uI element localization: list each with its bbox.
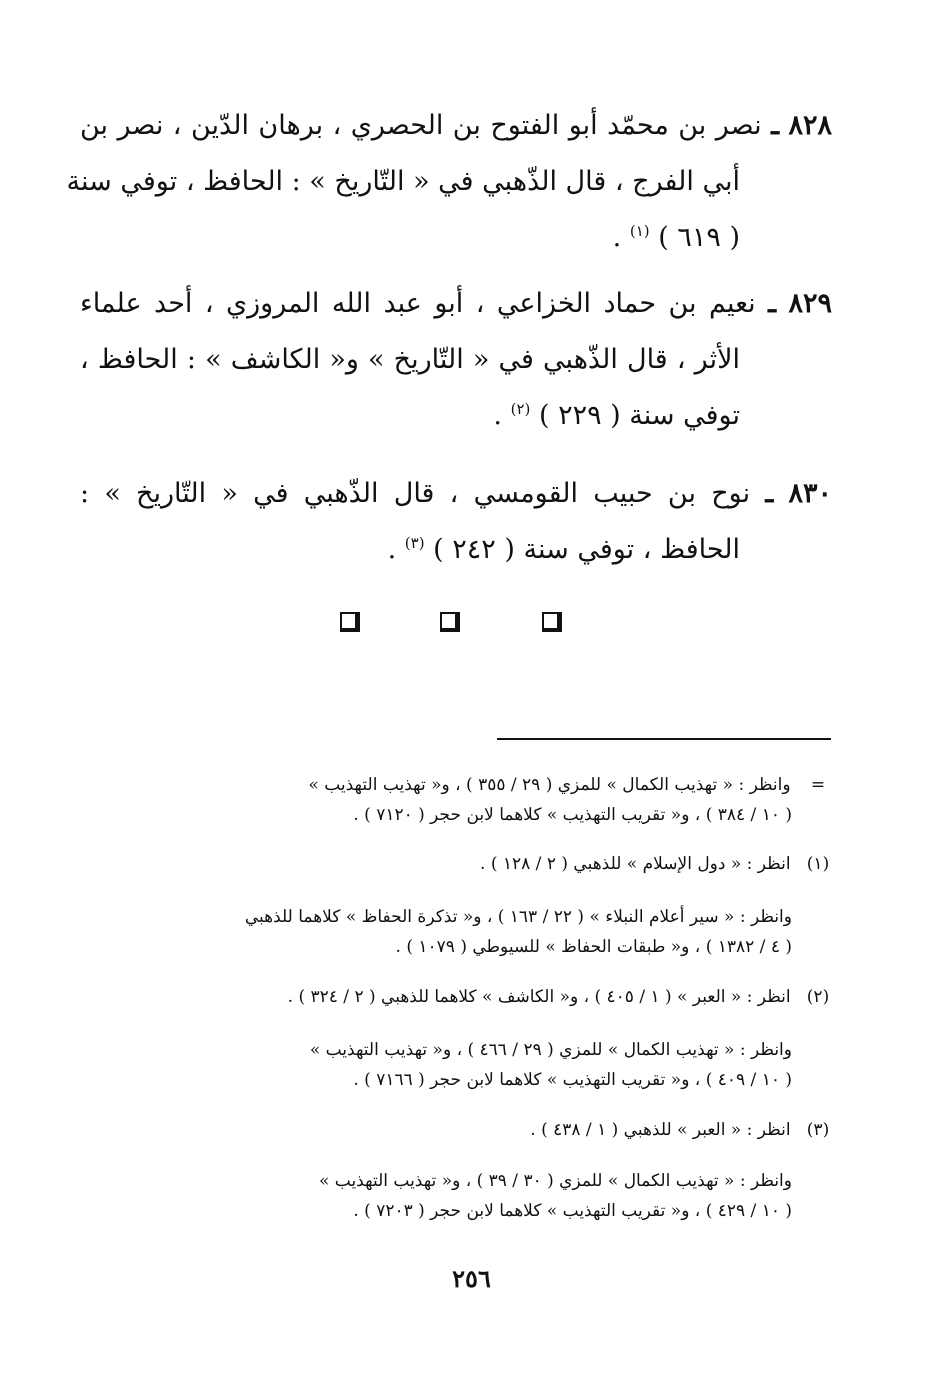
footnote-ref[interactable]: (١) <box>629 222 650 240</box>
page-number: ٢٥٦ <box>452 1264 491 1293</box>
footnote-mark: (١) <box>806 854 830 874</box>
entry-line: ٨٢٩ ـ نعيم بن حماد الخزاعي ، أبو عبد الله المروزي ، أحد علماء <box>80 288 832 319</box>
entry-829 <box>80 276 832 444</box>
section-separator <box>0 612 943 642</box>
footnote <box>80 1166 840 1226</box>
footnote-ref[interactable]: (٣) <box>404 534 425 552</box>
footnote <box>80 1035 840 1095</box>
footnote-text: وانظر : « تهذيب الكمال » للمزي ( ٢٩ / ٤٦٦ ) ، و« تهذيب التهذيب » <box>309 1040 792 1060</box>
footnote-text: ( ٤ / ١٣٨٢ ) ، و« طبقات الحفاظ » للسيوطي ( ١٠٧٩ ) . <box>395 937 792 957</box>
footnote-ref[interactable]: (٢) <box>510 400 531 418</box>
entry-text: نوح بن حبيب القومسي ، قال الذّهبي في « التّاريخ » : <box>80 478 751 509</box>
entry-end: . <box>493 400 502 431</box>
entry-number: ٨٢٨ <box>788 110 832 141</box>
entry-number: ٨٢٩ <box>788 288 832 319</box>
entry-line <box>80 210 832 266</box>
entry-line <box>80 332 832 388</box>
footnote-mark: (٢) <box>806 987 830 1007</box>
footnote-mark: = <box>810 775 826 795</box>
entry-text: نصر بن محمّد أبو الفتوح بن الحصري ، برهان الدّين ، نصر بن <box>80 110 762 141</box>
entry-text: نعيم بن حماد الخزاعي ، أبو عبد الله المروزي ، أحد علماء <box>80 288 756 319</box>
entry-text: الحافظ ، توفي سنة ( ٢٤٢ ) <box>433 534 740 565</box>
footnote-text: ( ١٠ / ٤٠٩ ) ، و« تقريب التهذيب » كلاهما لابن حجر ( ٧١٦٦ ) . <box>353 1070 792 1090</box>
entry-text: الأثر ، قال الذّهبي في « التّاريخ » و« الكاشف » : الحافظ ، <box>80 344 740 375</box>
entry-end: . <box>612 222 622 253</box>
entry-830 <box>80 466 832 578</box>
separator-square-icon <box>542 612 562 632</box>
footnote-divider <box>497 738 831 740</box>
footnote-text: انظر : « دول الإسلام » للذهبي ( ٢ / ١٢٨ ) . <box>480 854 791 874</box>
footnote-text: وانظر : « تهذيب الكمال » للمزي ( ٣٠ / ٣٩ ) ، و« تهذيب التهذيب » <box>318 1171 792 1191</box>
entry-line <box>80 522 832 578</box>
footnote-text: وانظر : « سير أعلام النبلاء » ( ٢٢ / ١٦٣ ) ، و« تذكرة الحفاظ » كلاهما للذهبي <box>244 907 792 927</box>
footnote-text: انظر : « العبر » للذهبي ( ١ / ٤٣٨ ) . <box>530 1120 791 1140</box>
footnote <box>80 849 840 879</box>
entry-text: أبي الفرج ، قال الذّهبي في « التّاريخ » : الحافظ ، توفي سنة <box>66 166 740 197</box>
footnote <box>80 770 840 830</box>
separator-square-icon <box>340 612 360 632</box>
separator-square-icon <box>440 612 460 632</box>
entry-line: ٨٢٨ ـ نصر بن محمّد أبو الفتوح بن الحصري ، برهان الدّين ، نصر بن <box>80 110 832 141</box>
footnote-text: وانظر : « تهذيب الكمال » للمزي ( ٢٩ / ٣٥٥ ) ، و« تهذيب التهذيب » <box>308 775 791 795</box>
entry-number: ٨٣٠ <box>788 478 832 509</box>
entry-line: ٨٣٠ ـ نوح بن حبيب القومسي ، قال الذّهبي في « التّاريخ » : <box>80 478 832 509</box>
footnote <box>80 982 840 1012</box>
entry-line <box>66 154 832 210</box>
entry-text: ( ٦١٩ ) <box>658 222 740 253</box>
footnote-text: ( ١٠ / ٣٨٤ ) ، و« تقريب التهذيب » كلاهما لابن حجر ( ٧١٢٠ ) . <box>353 805 792 825</box>
footnote-text: انظر : « العبر » ( ١ / ٤٠٥ ) ، و« الكاشف » كلاهما للذهبي ( ٢ / ٣٢٤ ) . <box>287 987 791 1007</box>
footnote <box>80 1115 840 1145</box>
entry-828 <box>66 98 832 266</box>
entry-end: . <box>387 534 397 565</box>
entry-line <box>80 388 832 444</box>
footnote-text: ( ١٠ / ٤٢٩ ) ، و« تقريب التهذيب » كلاهما لابن حجر ( ٧٢٠٣ ) . <box>353 1201 792 1221</box>
footnote-mark: (٣) <box>806 1120 830 1140</box>
footnote <box>80 902 840 962</box>
entry-text: توفي سنة ( ٢٢٩ ) <box>538 400 740 431</box>
